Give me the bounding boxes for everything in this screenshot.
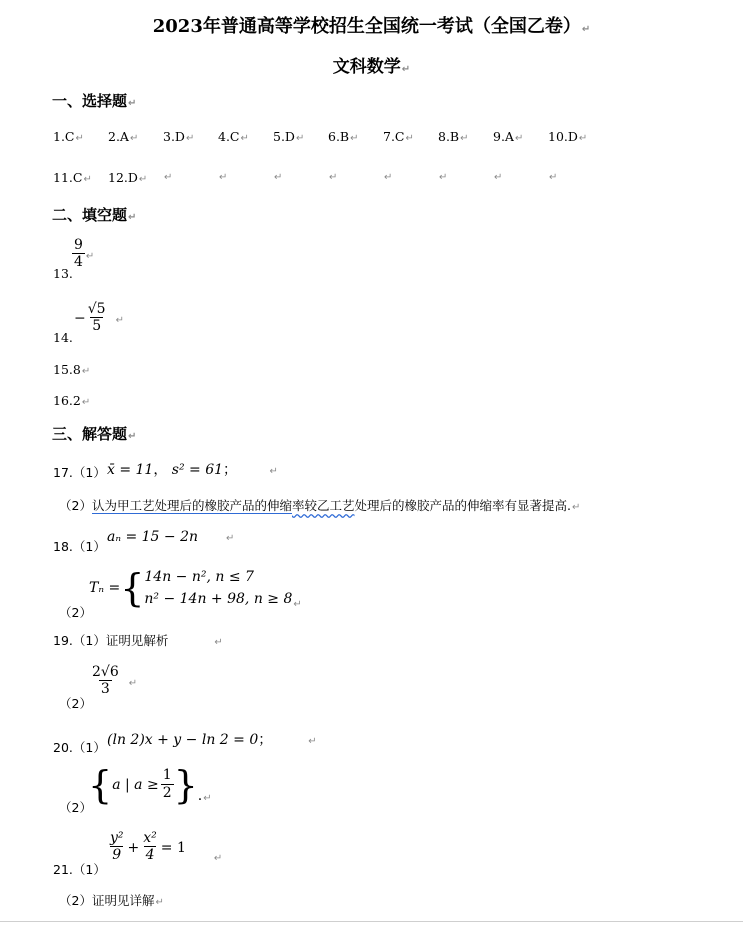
paragraph-mark-icon: ↵	[115, 314, 124, 326]
paragraph-mark-icon: ↵	[308, 736, 317, 747]
fill-answer-13-label: 13.	[53, 266, 73, 281]
paragraph-mark-icon: ↵	[85, 250, 95, 262]
section-heading-fill	[52, 204, 136, 225]
paragraph-mark-icon: ↵	[138, 174, 148, 185]
section-heading-choice	[52, 90, 136, 111]
paragraph-mark-icon: ↵	[83, 174, 92, 185]
empty-cell-mark-icon: ↵	[164, 172, 173, 183]
paragraph-mark-icon: ↵	[295, 133, 305, 144]
q20-part2-set: { a | a ≥ $\frac{1}{2}$ } . ↵	[88, 763, 212, 807]
q18-label: 18.（1）	[53, 539, 106, 554]
q21-label: 21.（1）	[53, 862, 106, 877]
empty-cell-mark-icon: ↵	[494, 172, 503, 183]
fill-answer-14-fraction: − $\frac{√5}{5}$ ↵	[74, 301, 124, 335]
q20-part2-label: （2）	[59, 800, 92, 815]
q20-label: 20.（1）	[53, 740, 106, 755]
choice-answer-9: 9.A↵	[493, 129, 524, 144]
choice-answer-10: 10.D↵	[548, 129, 588, 144]
empty-cell-mark-icon: ↵	[439, 172, 448, 183]
section-heading-text: 一、选择题	[52, 92, 128, 110]
choice-answer-8: 8.B↵	[438, 129, 469, 144]
paragraph-mark-icon: ↵	[401, 64, 411, 75]
paragraph-mark-icon: ↵	[128, 212, 137, 223]
exam-title-text: 2023年普通高等学校招生全国统一考试（全国乙卷）	[152, 16, 581, 37]
paragraph-mark-icon: ↵	[81, 397, 91, 408]
empty-cell-mark-icon: ↵	[549, 172, 558, 183]
paragraph-mark-icon: ↵	[578, 133, 588, 144]
choice-answer-6: 6.B↵	[328, 129, 359, 144]
choice-answer-5: 5.D↵	[273, 129, 305, 144]
paragraph-mark-icon: ↵	[128, 677, 138, 689]
choice-answer-4: 4.C↵	[218, 129, 249, 144]
paragraph-mark-icon: ↵	[269, 466, 278, 477]
fill-answer-14-label: 14.	[53, 330, 73, 345]
paragraph-mark-icon: ↵	[405, 133, 414, 144]
choice-answer-3: 3.D↵	[163, 129, 195, 144]
q19-part2-fraction: $\frac{2√6}{3}$ ↵	[92, 664, 138, 698]
fill-answer-13-fraction: $\frac{9}{4}$ ↵	[74, 237, 95, 271]
q19-part1: 19.（1）证明见解析 ↵	[53, 633, 223, 648]
q21-part2: （2）证明见详解↵	[59, 893, 164, 908]
paragraph-mark-icon: ↵	[213, 853, 223, 865]
q20-part1-math: (ln 2)x + y − ln 2 = 0； ↵	[107, 732, 317, 748]
paragraph-mark-icon: ↵	[129, 133, 139, 144]
paragraph-mark-icon: ↵	[581, 24, 591, 35]
section-heading-answer	[52, 423, 136, 444]
empty-cell-mark-icon: ↵	[329, 172, 338, 183]
q17-part1-math: x̄ = 11， s² = 61； ↵	[107, 462, 278, 478]
choice-answer-12: 12.D↵	[108, 170, 148, 185]
choice-answer-11: 11.C↵	[53, 170, 92, 185]
q18-part1-math: aₙ = 15 − 2n ↵	[107, 529, 235, 545]
section-heading-text: 二、填空题	[52, 206, 128, 224]
empty-cell-mark-icon: ↵	[219, 172, 228, 183]
q21-part1-math: $\frac{\text{y²}}{9}$ + $\frac{\text{x²}}{4}$ = 1 ↵	[110, 830, 223, 865]
paragraph-mark-icon: ↵	[571, 502, 581, 513]
paragraph-mark-icon: ↵	[203, 793, 212, 804]
paragraph-mark-icon: ↵	[75, 133, 84, 144]
section-heading-text: 三、解答题	[52, 425, 128, 443]
paragraph-mark-icon: ↵	[514, 133, 524, 144]
choice-answer-1: 1.C↵	[53, 129, 84, 144]
page-bottom-divider	[0, 921, 743, 922]
q17-label: 17.（1）	[53, 465, 106, 480]
paragraph-mark-icon: ↵	[226, 533, 235, 544]
paragraph-mark-icon: ↵	[128, 431, 137, 442]
paragraph-mark-icon: ↵	[155, 897, 164, 908]
empty-cell-mark-icon: ↵	[384, 172, 393, 183]
choice-answer-7: 7.C↵	[383, 129, 414, 144]
choice-answer-2: 2.A↵	[108, 129, 139, 144]
q19-part2-label: （2）	[59, 696, 92, 711]
paragraph-mark-icon: ↵	[460, 133, 469, 144]
paragraph-mark-icon: ↵	[81, 366, 91, 377]
exam-subtitle	[0, 52, 743, 77]
empty-cell-mark-icon: ↵	[274, 172, 283, 183]
paragraph-mark-icon: ↵	[350, 133, 359, 144]
q18-part2-label: （2）	[59, 605, 92, 620]
exam-subtitle-text: 文科数学	[332, 57, 401, 77]
fill-answer-16: 16.2↵	[53, 393, 91, 408]
exam-title	[0, 12, 743, 38]
paragraph-mark-icon: ↵	[240, 133, 249, 144]
q18-part2-math: Tₙ = { 14n − n², n ≤ 7 n² − 14n + 98, n ≥ 8 ↵	[89, 566, 302, 610]
paragraph-mark-icon: ↵	[128, 98, 137, 109]
paragraph-mark-icon: ↵	[293, 599, 302, 610]
q17-part2: （2）认为甲工艺处理后的橡胶产品的伸缩率较乙工艺处理后的橡胶产品的伸缩率有显著提高.↵	[59, 498, 581, 513]
paragraph-mark-icon: ↵	[185, 133, 195, 144]
fill-answer-15: 15.8↵	[53, 362, 91, 377]
paragraph-mark-icon: ↵	[214, 637, 223, 648]
